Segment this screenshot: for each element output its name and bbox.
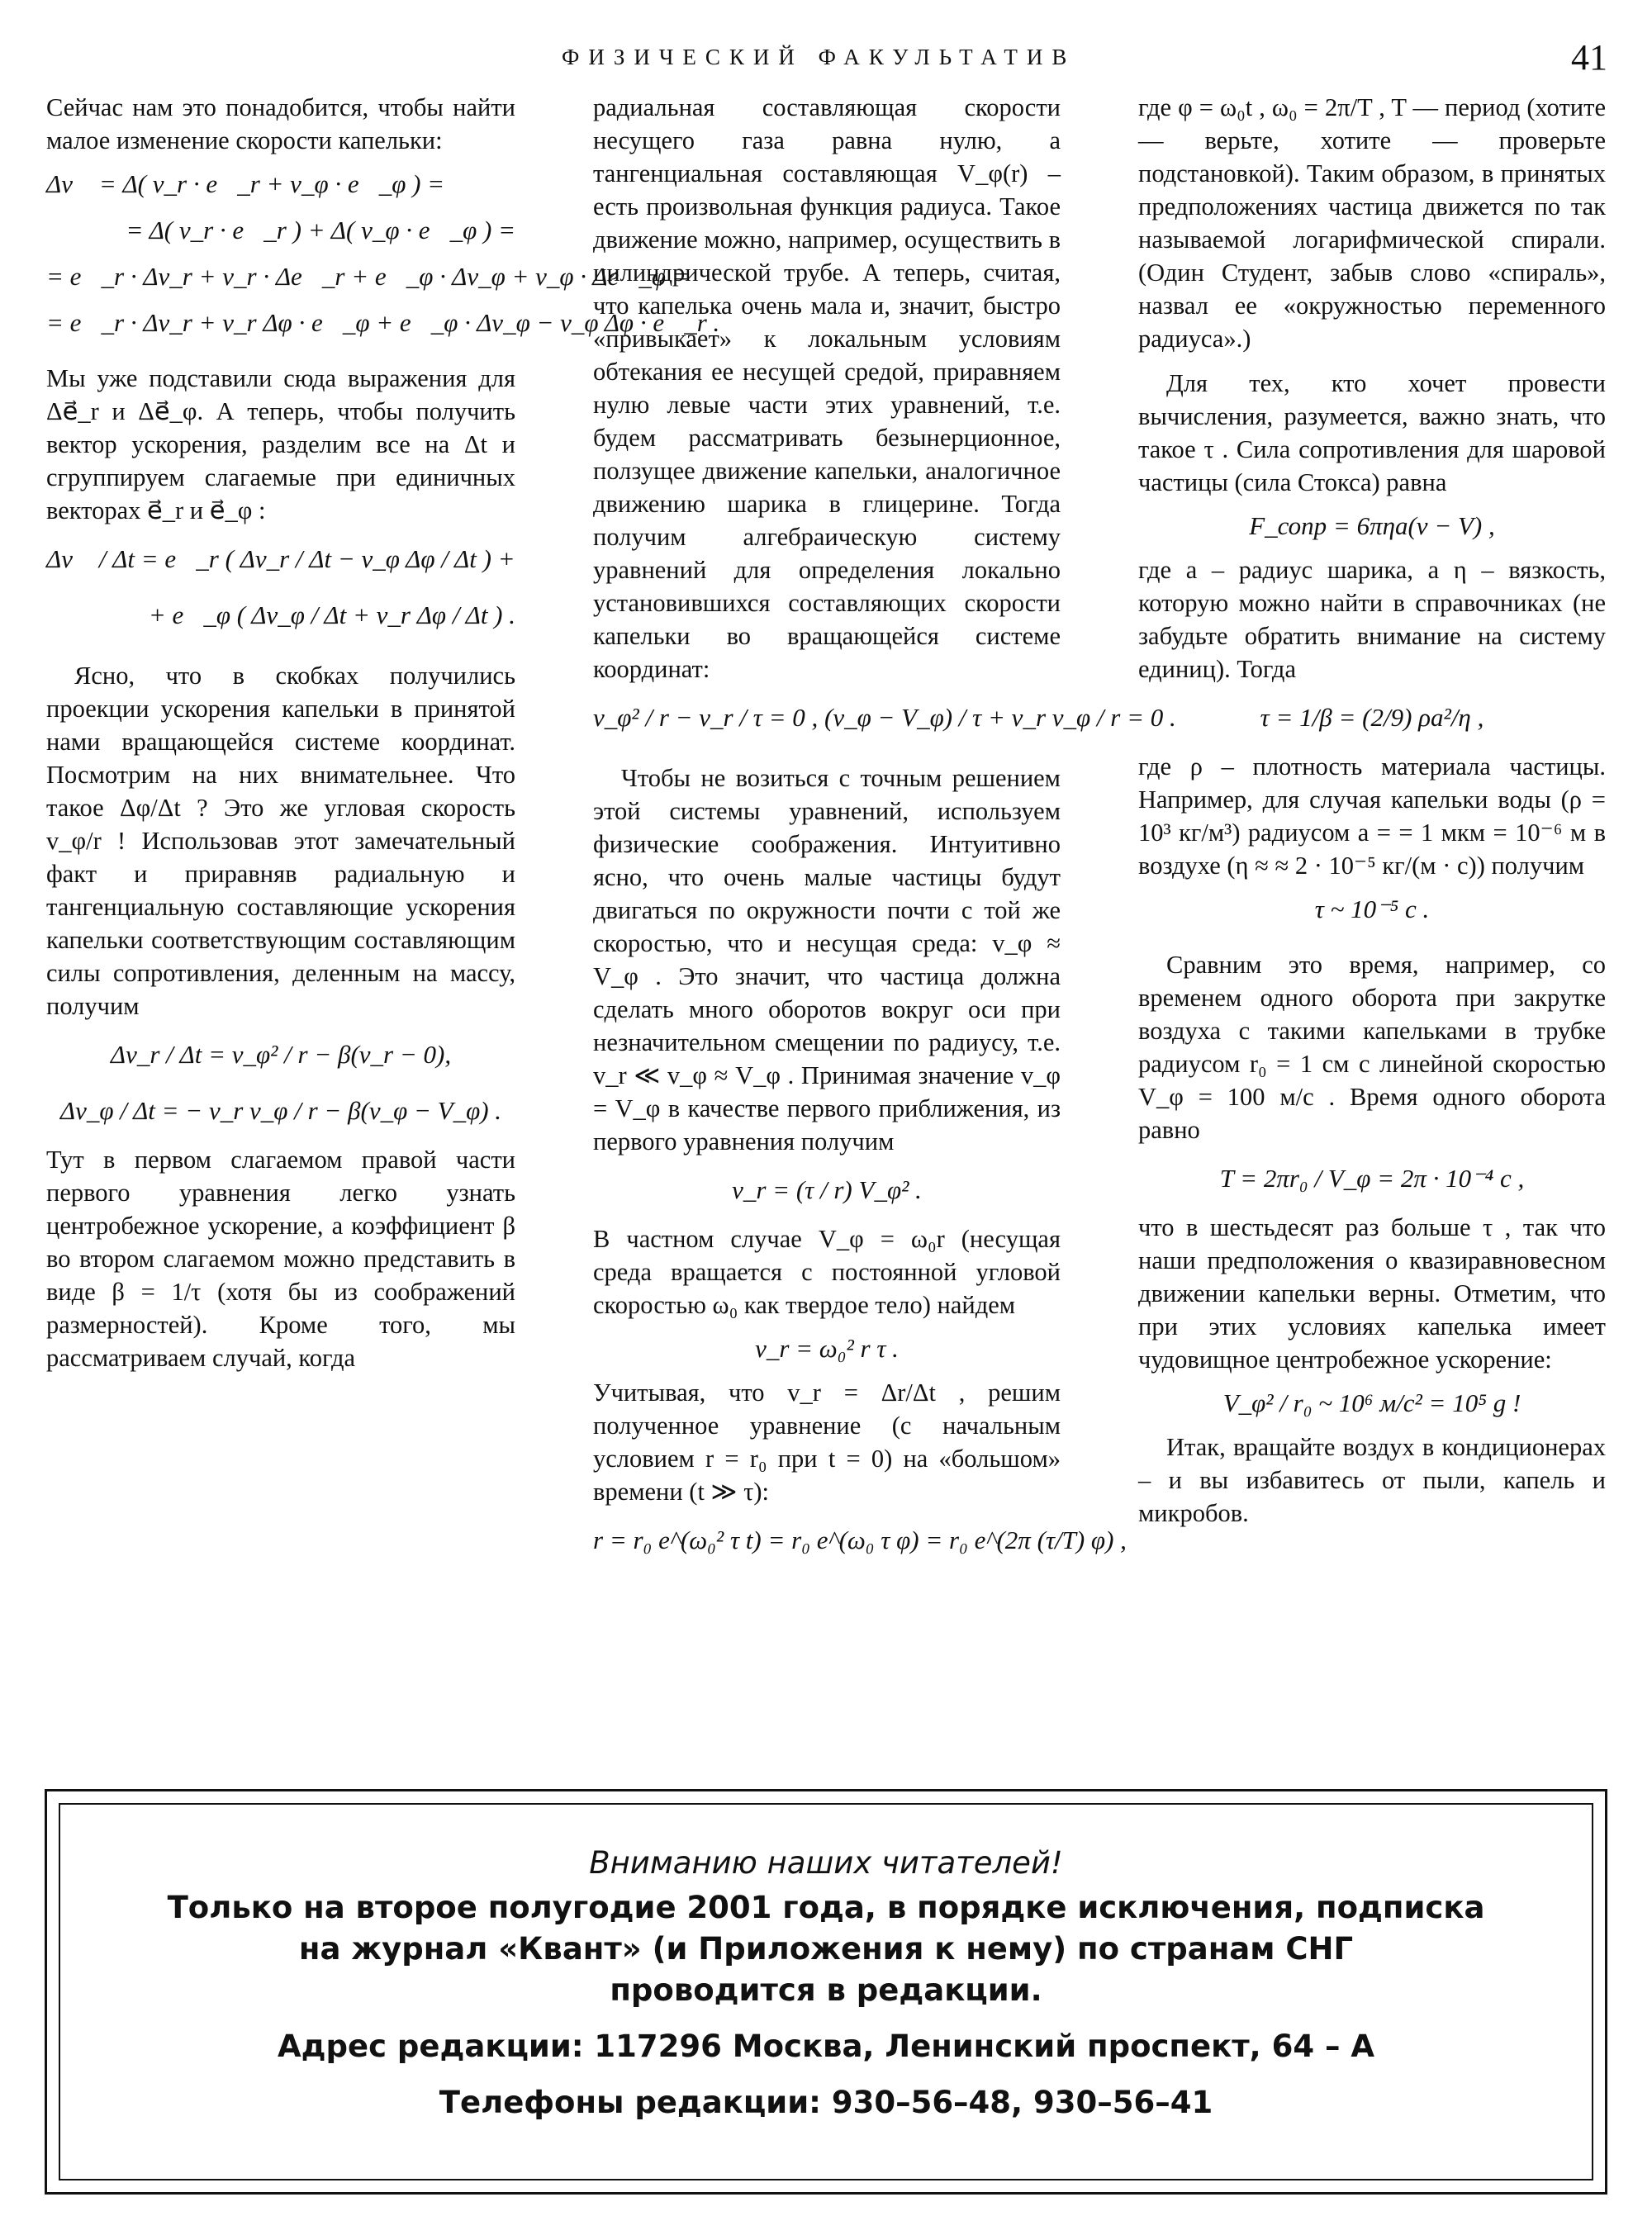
running-header — [0, 37, 1652, 89]
readers-notice-inner — [59, 1803, 1593, 2180]
paragraph: Итак, вращайте воздух в кондиционерах – и вы избавитесь от пыли, капель и микробов. — [1138, 1433, 1606, 1527]
paragraph: где φ = ω₀t , ω₀ = 2π/T , T — период (хотите — верьте, хотите — проверьте подстановкой). Таким образом, в принятых предположениях частица движется по так называемой логарифмической спирали. (Один Студент, забыв слово «спираль», назвал ее «окружностью переменного радиуса».) — [1138, 93, 1606, 353]
equation: v_r = ω₀² r τ . — [755, 1334, 899, 1363]
paragraph: Для тех, кто хочет провести вычисления, разумеется, важно знать, что такое τ . Сила сопротивления для шаровой частицы (сила Стокса) равна — [1138, 369, 1606, 496]
section-title: ФИЗИЧЕСКИЙ ФАКУЛЬТАТИВ — [562, 45, 1076, 69]
notice-heading: Вниманию наших читателей! — [589, 1845, 1063, 1881]
paragraph: Учитывая, что v_r = Δr/Δt , решим полученное уравнение (с начальным условием r = r₀ при t = 0) на «большом» времени (t ≫ τ): — [593, 1378, 1061, 1506]
paragraph: Тут в первом слагаемом правой части первого уравнения легко узнать центробежное ускорение, а коэффициент β во втором слагаемом можно представить в виде β = 1/τ (хотя бы из соображений размерностей). Кроме того, мы рассматриваем случай, когда — [46, 1146, 515, 1372]
equation: τ ~ 10⁻⁵ с . — [1314, 894, 1430, 923]
column-2 — [593, 91, 1176, 1573]
equation: Δv_φ / Δt = − v_r v_φ / r − β(v_φ − V_φ) . — [59, 1096, 502, 1125]
paragraph: Ясно, что в скобках получились проекции ускорения капельки в принятой нами вращающейся системе координат. Посмотрим на них внимательнее. Что такое Δφ/Δt ? Это же угловая скорость v_φ/r ! Использовав этот замечательный факт и приравняв радиальную и тангенциальную составляющие ускорения капельки соответствующим составляющим силы сопротивления, деленным на массу, получим — [46, 662, 515, 1020]
paragraph: Мы уже подставили сюда выражения для Δe⃗_r и Δe⃗_φ. А теперь, чтобы получить вектор ускорения, разделим все на Δt и сгруппируем слагаемые при единичных векторах e⃗_r и e⃗_φ : — [46, 364, 515, 524]
equation: τ = 1/β = (2/9) ρa²/η , — [1260, 703, 1484, 732]
equation: + e⃗_φ ( Δv_φ / Δt + v_r Δφ / Δt ) . — [148, 600, 515, 629]
column-1 — [46, 91, 720, 1374]
equation: Δv_r / Δt = v_φ² / r − β(v_r − 0), — [110, 1040, 452, 1069]
equation: = Δ( v_r · e⃗_r ) + Δ( v_φ · e⃗_φ ) = — [126, 216, 515, 244]
paragraph: где a – радиус шарика, а η – вязкость, которую можно найти в справочниках (не забудьте обратить внимание на систему единиц). Тогда — [1138, 556, 1606, 683]
readers-notice-box — [45, 1789, 1607, 2195]
column-3 — [1138, 91, 1606, 1530]
notice-line: Только на второе полугодие 2001 года, в порядке исключения, подписка — [167, 1890, 1485, 1925]
editorial-address: Адрес редакции: 117296 Москва, Ленинский проспект, 64 – А — [278, 2029, 1374, 2064]
editorial-phones: Телефоны редакции: 930–56–48, 930–56–41 — [439, 2085, 1213, 2120]
equation: Δv⃗ / Δt = e⃗_r ( Δv_r / Δt − v_φ Δφ / Δt ) + — [46, 544, 515, 573]
notice-line: проводится в редакции. — [610, 1972, 1042, 2008]
equation: F_сопр = 6πηa(v − V) , — [1249, 511, 1495, 540]
paragraph: Чтобы не возиться с точным решением этой системы уравнений, используем физические соображения. Интуитивно ясно, что очень малые частицы будут двигаться по окружности почти с той же скоростью, что и несущая среда: v_φ ≈ V_φ . Это значит, что частица должна сделать много оборотов вокруг оси при незначительном смещении по радиусу, т.е. v_r ≪ v_φ ≈ V_φ . Принимая значение v_φ = V_φ в качестве первого приближения, из первого уравнения получим — [593, 764, 1061, 1155]
paragraph: Сравним это время, например, со временем одного оборота при закрутке воздуха с такими капельками в трубке радиусом r₀ = 1 см с линейной скоростью V_φ = 100 м/с . Время одного оборота равно — [1138, 951, 1606, 1144]
equation: = e⃗_r · Δv_r + v_r · Δe⃗_r + e⃗_φ · Δv_φ + v_φ · Δe⃗_φ = — [46, 262, 690, 291]
page-number: 41 — [1571, 37, 1607, 78]
equation: v_φ² / r − v_r / τ = 0 , (v_φ − V_φ) / τ + v_r v_φ / r = 0 . — [593, 703, 1176, 732]
equation: V_φ² / r₀ ~ 10⁶ м/с² = 10⁵ g ! — [1222, 1388, 1521, 1417]
paragraph: радиальная составляющая скорости несущего газа равна нулю, а тангенциальная составляющая V_φ(r) – есть произвольная функция радиуса. Такое движение можно, например, осуществить в цилиндрической трубе. А теперь, считая, что капелька очень мала и, значит, быстро «привыкает» к локальным условиям обтекания ее несущей средой, приравняем нулю левые части этих уравнений, т.е. будем рассматривать безынерционное, ползущее движение капельки, аналогичное движению шарика в глицерине. Тогда получим алгебраическую систему уравнений для определения локально установившихся составляющих скорости капельки во вращающейся системе координат: — [593, 93, 1061, 683]
equation: Δv⃗ = Δ( v_r · e⃗_r + v_φ · e⃗_φ ) = — [46, 169, 445, 198]
paragraph: где ρ – плотность материала частицы. Например, для случая капельки воды (ρ = 10³ кг/м³) радиусом a = = 1 мкм = 10⁻⁶ м в воздухе (η ≈ ≈ 2 · 10⁻⁵ кг/(м · с)) получим — [1138, 752, 1606, 880]
equation: T = 2πr₀ / V_φ = 2π · 10⁻⁴ с , — [1219, 1164, 1525, 1193]
equation: = e⃗_r · Δv_r + v_r Δφ · e⃗_φ + e⃗_φ · Δv_φ − v_φ Δφ · e⃗_r . — [46, 308, 720, 337]
paragraph: В частном случае V_φ = ω₀r (несущая среда вращается с постоянной угловой скоростью ω₀ как твердое тело) найдем — [593, 1225, 1061, 1319]
notice-line: на журнал «Квант» (и Приложения к нему) по странам СНГ — [298, 1931, 1354, 1967]
paragraph: что в шестьдесят раз больше τ , так что наши предположения о квазиравновесном движении капельки верны. Отметим, что при этих условиях капелька имеет чудовищное центробежное ускорение: — [1138, 1213, 1606, 1374]
paragraph: Сейчас нам это понадобится, чтобы найти малое изменение скорости капельки: — [46, 93, 515, 154]
equation: v_r = (τ / r) V_φ² . — [732, 1175, 922, 1204]
equation: r = r₀ e^(ω₀² τ t) = r₀ e^(ω₀ τ φ) = r₀ e^(2π (τ/T) φ) , — [593, 1526, 1127, 1554]
